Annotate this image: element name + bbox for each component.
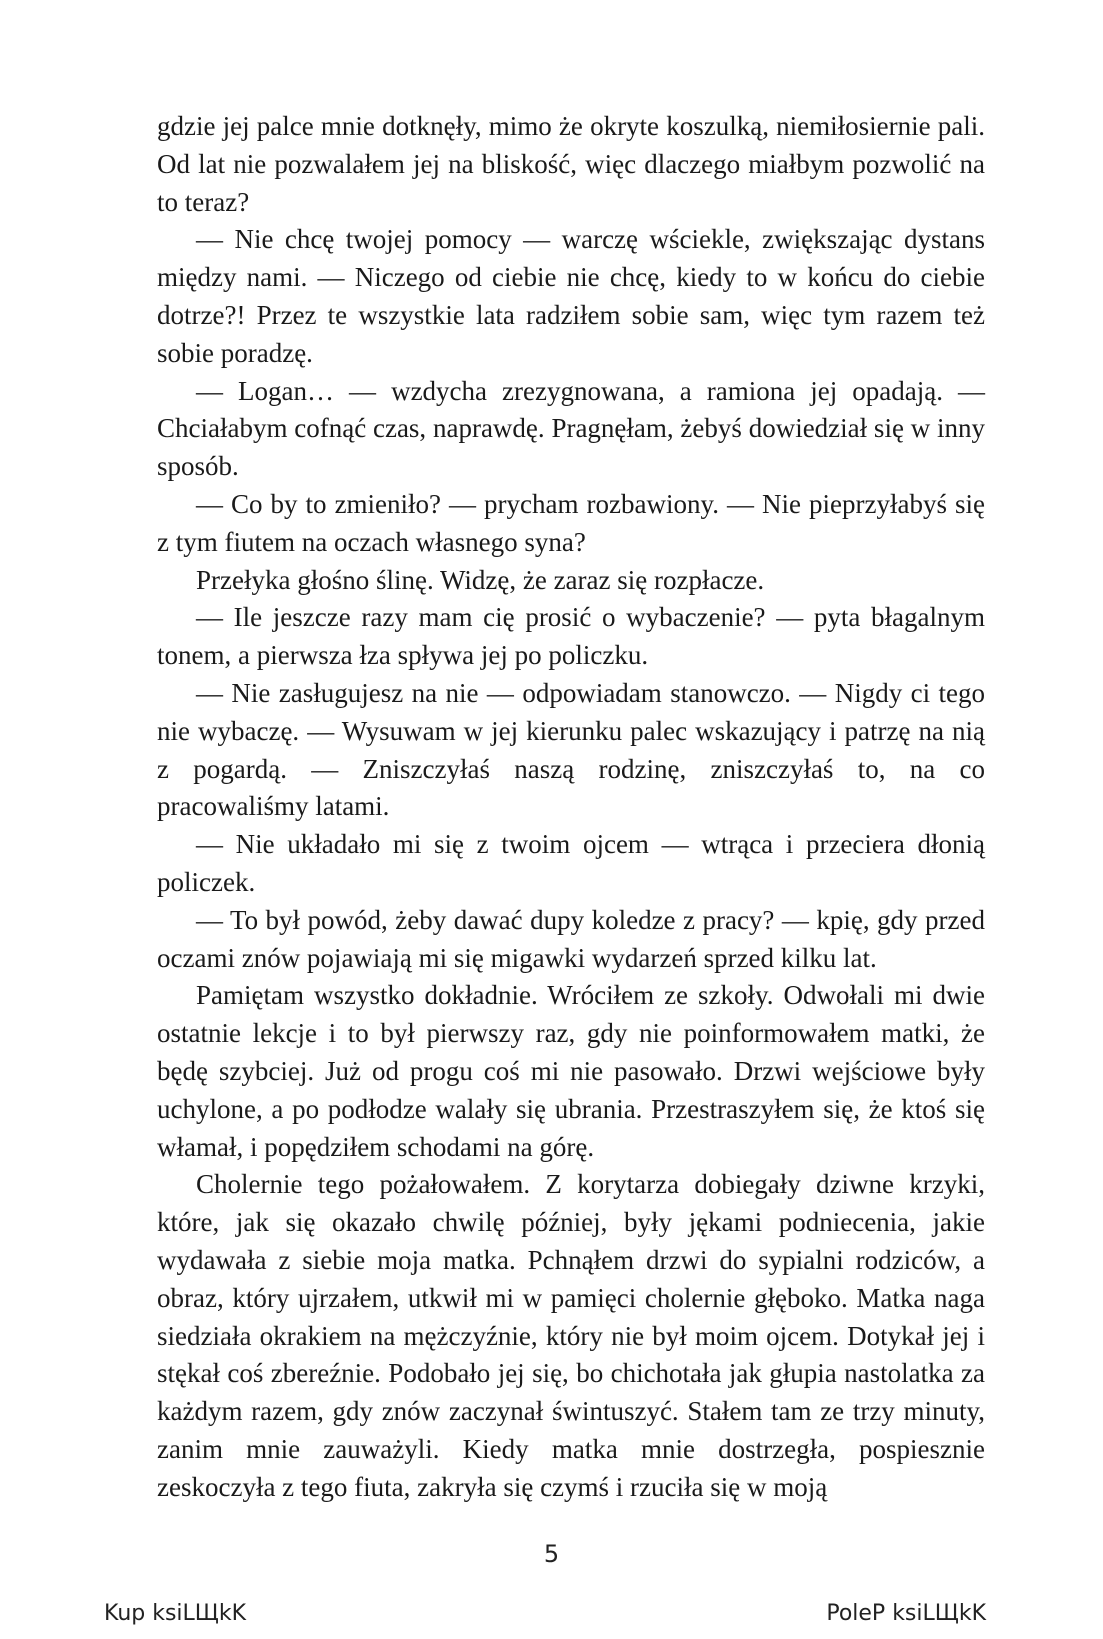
paragraph: — Logan… — wzdycha zrezygnowana, a ramiona jej opadają. — Chciałabym cofnąć czas, naprawdę. Pragnęłam, żebyś dowiedział się w inny sposób. — [157, 375, 985, 482]
paragraph: Cholernie tego pożałowałem. Z korytarza dobiegały dziwne krzyki, które, jak się okazało chwilę później, były jękami podniecenia, jakie wydawała z siebie moja matka. Pchnąłem drzwi do sypialni rodziców, a obraz, który ujrzałem, utkwił mi w pamięci cholernie głęboko. Matka naga siedziała okrakiem na mężczyźnie, który nie był moim ojcem. Dotykał jej i stękał coś zbereźnie. Podobało jej się, bo chichotała jak głupia nastolatka za każdym razem, gdy znów zaczynał świntuszyć. Stałem tam ze trzy minuty, zanim mnie zauważyli. Kiedy matka mnie dostrzegła, pospiesznie zeskoczyła z tego fiuta, zakryła się czymś i rzuciła się w moją — [157, 1169, 985, 1502]
paragraph: — To był powód, żeby dawać dupy koledze z pracy? — kpię, gdy przed oczami znów pojawiają mi się migawki wydarzeń sprzed kilku lat. — [157, 904, 985, 973]
paragraph: — Nie zasługujesz na nie — odpowiadam stanowczo. — Nigdy ci tego nie wybaczę. — Wysuwam w jej kierunku palec wskazujący i patrzę na nią z pogardą. — Zniszczyłaś naszą rodzinę, zniszczyłaś to, na co pracowaliśmy latami. — [157, 677, 985, 822]
footer-recommend-book-link[interactable]: PoleP ksiLЩkK — [826, 1601, 986, 1626]
paragraph: — Co by to zmieniło? — prycham rozbawiony. — Nie pieprzyłabyś się z tym fiutem na oczach własnego syna? — [157, 488, 985, 557]
paragraph: Przełyka głośno ślinę. Widzę, że zaraz się rozpłacze. — [196, 564, 765, 595]
paragraph: — Nie układało mi się z twoim ojcem — wtrąca i przeciera dłonią policzek. — [157, 829, 985, 897]
paragraph: — Nie chcę twojej pomocy — warczę wściekle, zwiększając dystans między nami. — Niczego od ciebie nie chcę, kiedy to w końcu do ciebie dotrze?! Przez te wszystkie lata radziłem sobie sam, więc tym razem też sobie poradzę. — [157, 224, 985, 368]
paragraph: Pamiętam wszystko dokładnie. Wróciłem ze szkoły. Odwołali mi dwie ostatnie lekcje i to był pierwszy raz, gdy nie poinformowałem matki, że będę szybciej. Już od progu coś mi nie pasowało. Drzwi wejściowe były uchylone, a po podłodze walały się ubrania. Przestraszyłem się, że ktoś się włamał, i popędziłem schodami na górę. — [157, 980, 985, 1162]
paragraph: — Ile jeszcze razy mam cię prosić o wybaczenie? — pyta błagalnym tonem, a pierwsza łza spływa jej po policzku. — [157, 602, 985, 671]
page-body — [157, 108, 985, 1506]
footer-buy-book-link[interactable]: Kup ksiLЩkK — [104, 1601, 247, 1626]
paragraph: gdzie jej palce mnie dotknęły, mimo że okryte koszulką, niemiłosiernie pali. Od lat nie pozwalałem jej na bliskość, więc dlaczego miałbym pozwolić na to teraz? — [157, 111, 985, 217]
page-number: 5 — [543, 1540, 560, 1568]
